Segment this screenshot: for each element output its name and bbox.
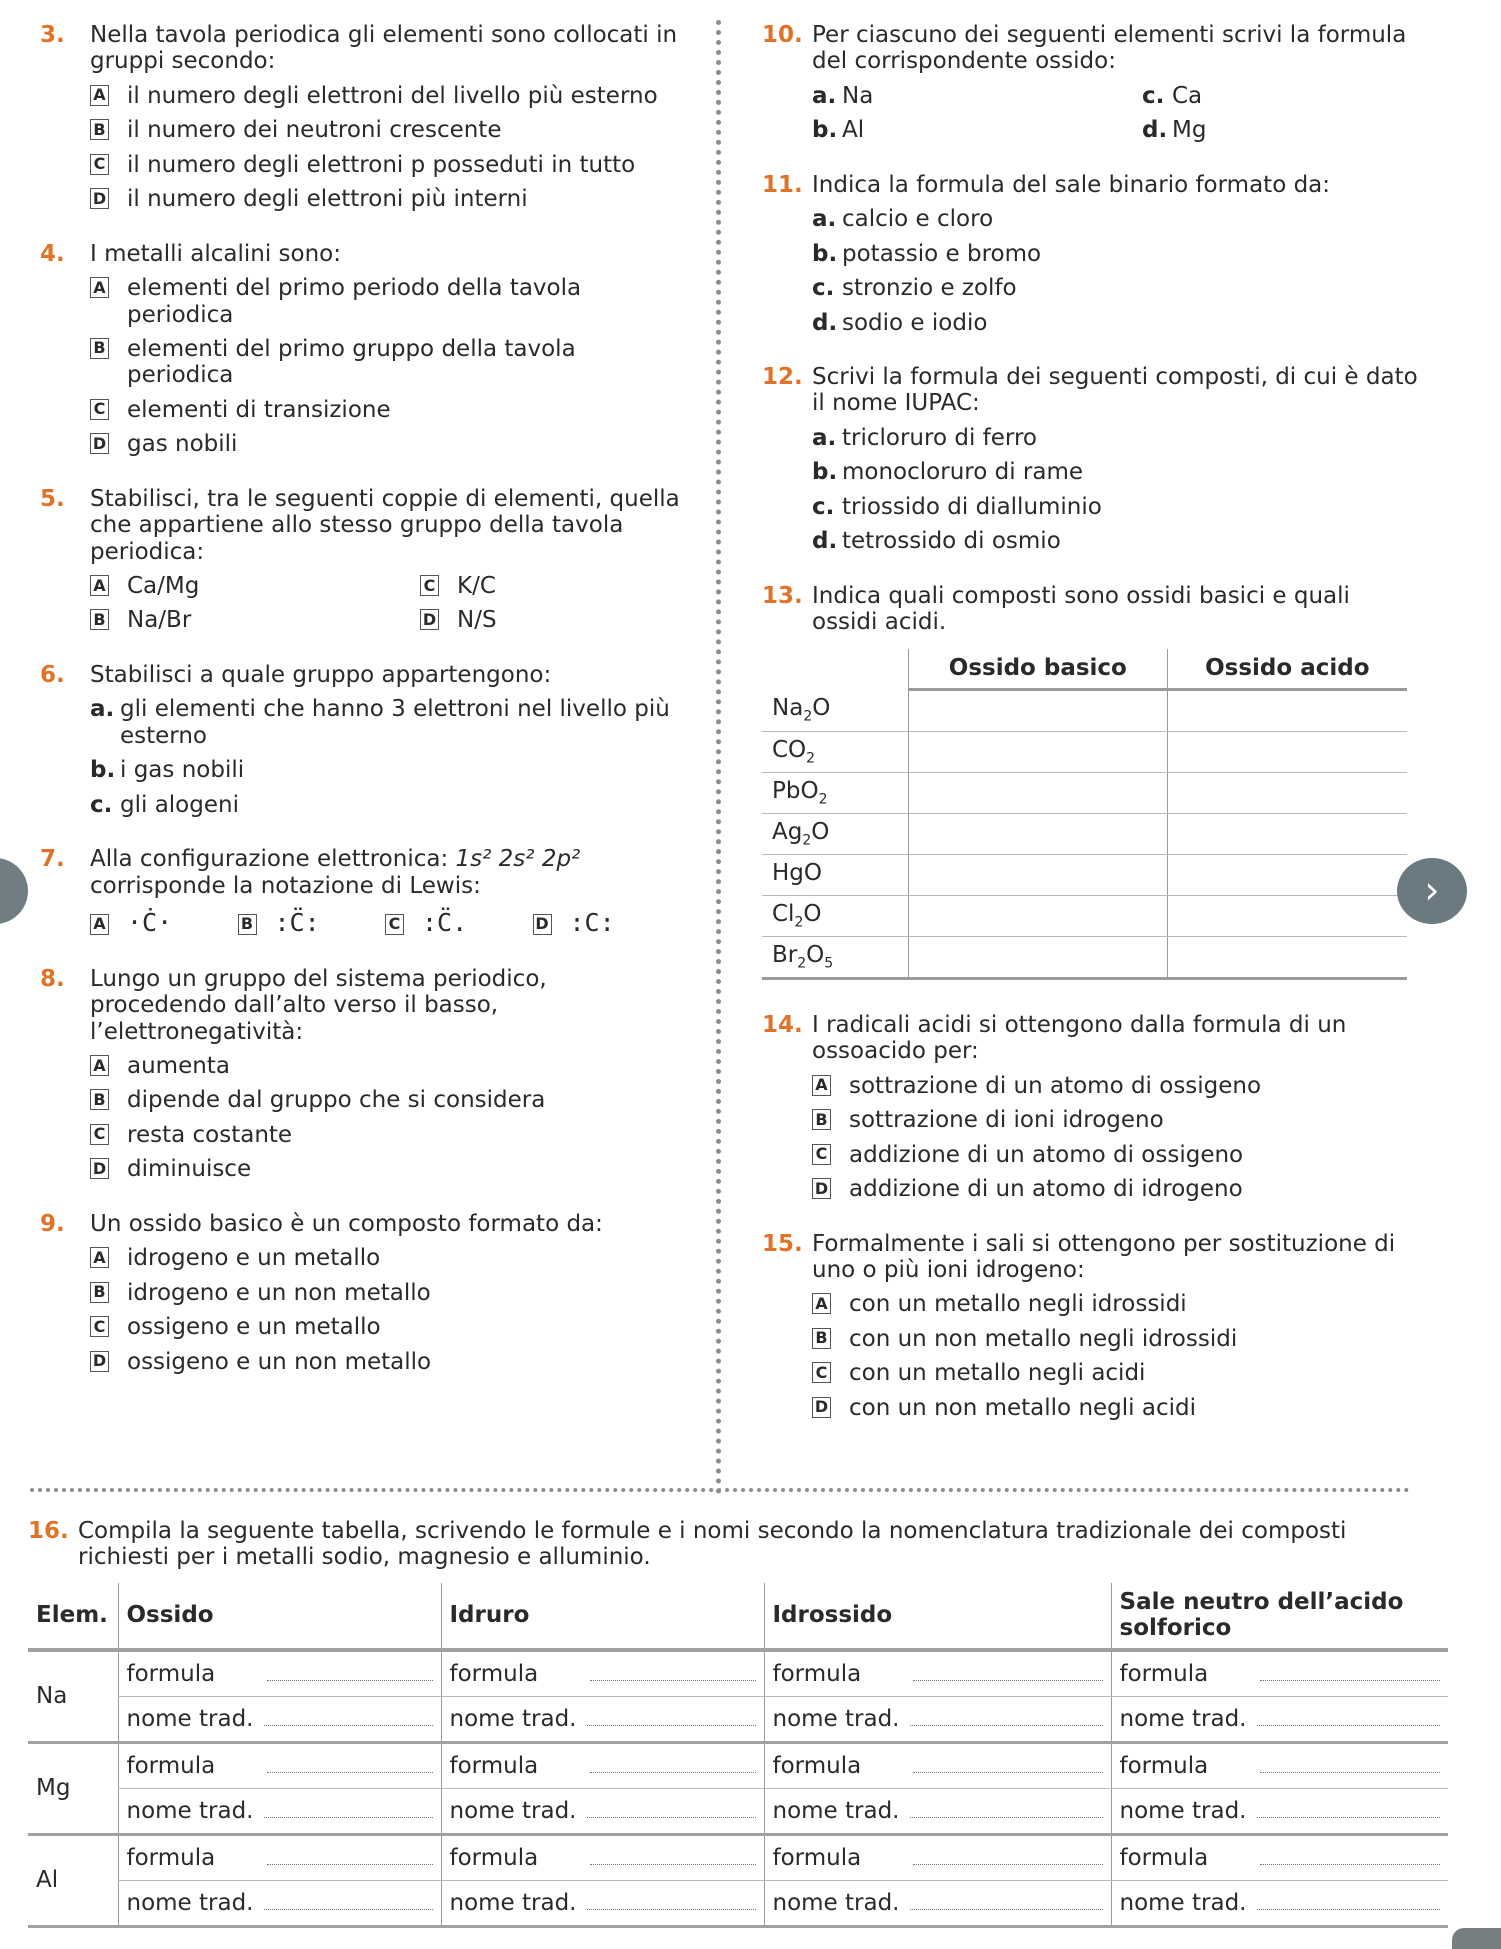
lewis-structure: :C: [569, 907, 615, 937]
chevron-right-icon: › [1424, 868, 1440, 913]
answer-line [1257, 1909, 1441, 1910]
answer-line [590, 1772, 756, 1773]
question-number: 6. [40, 661, 65, 688]
oxide-table [762, 649, 1407, 979]
table-row [28, 1788, 1448, 1834]
question-16 [28, 1518, 1438, 1928]
scrollbar-thumb[interactable] [1452, 1928, 1501, 1949]
element-symbol: Al [28, 1834, 118, 1926]
answer-line [913, 1772, 1103, 1773]
sub-item-a: a. calcio e cloro [812, 206, 994, 233]
answer-line [910, 1725, 1103, 1726]
formula-field[interactable]: formula [441, 1650, 764, 1697]
sub-item-d: d. tetrossido di osmio [812, 528, 1061, 555]
question-number: 5. [40, 485, 65, 512]
sub-item-d: d. sodio e iodio [812, 309, 988, 336]
formula-field[interactable]: formula [764, 1742, 1111, 1788]
question-number: 7. [40, 846, 65, 873]
question-number: 14. [762, 1011, 803, 1038]
question-text: Stabilisci a quale gruppo appartengono: [90, 661, 552, 688]
option-c[interactable]: C elementi di transizione [90, 397, 680, 423]
option-a[interactable]: A con un metallo negli idrossidi [812, 1291, 1422, 1317]
name-field[interactable]: nome trad. [1111, 1880, 1448, 1926]
option-a[interactable]: A elementi del primo periodo della tavola periodica [90, 275, 680, 328]
name-field[interactable]: nome trad. [118, 1880, 441, 1926]
sub-item-c: c. stronzio e zolfo [812, 275, 1017, 302]
question-11 [762, 172, 1422, 336]
question-12 [762, 364, 1422, 555]
answer-cell[interactable] [909, 895, 1168, 936]
column-header: Idrossido [764, 1583, 1111, 1650]
name-field[interactable]: nome trad. [441, 1880, 764, 1926]
element-symbol: Na [28, 1650, 118, 1743]
table-row [762, 813, 1407, 854]
table-row [762, 854, 1407, 895]
question-14 [762, 1012, 1422, 1203]
formula-field[interactable]: formula [1111, 1742, 1448, 1788]
sub-item-a: a. gli elementi che hanno 3 elettroni nel livello più esterno [90, 696, 670, 749]
answer-line [587, 1909, 756, 1910]
sub-item-c: c. Ca [1142, 82, 1203, 109]
answer-line [264, 1817, 433, 1818]
option-a[interactable]: A idrogeno e un metallo [90, 1245, 680, 1271]
answer-line [267, 1772, 433, 1773]
column-header: Ossido [118, 1583, 441, 1650]
sub-item-a: a. Na [812, 82, 874, 109]
name-field[interactable]: nome trad. [764, 1696, 1111, 1742]
column-divider [716, 20, 721, 1495]
question-number: 16. [28, 1518, 69, 1544]
formula-field[interactable]: formula [441, 1834, 764, 1880]
option-b[interactable]: B idrogeno e un non metallo [90, 1280, 680, 1306]
answer-cell[interactable] [909, 813, 1168, 854]
question-text: Alla configurazione elettronica: 1s² 2s² 2p² corrisponde la notazione di Lewis: [90, 846, 581, 899]
question-9 [40, 1211, 680, 1375]
answer-line [910, 1817, 1103, 1818]
sub-item-c: c. triossido di dialluminio [812, 493, 1102, 520]
formula-field[interactable]: formula [118, 1742, 441, 1788]
formula-field[interactable]: formula [118, 1834, 441, 1880]
question-7 [40, 846, 680, 938]
answer-line [1260, 1680, 1441, 1681]
answer-line [913, 1864, 1103, 1865]
option-d[interactable]: D con un non metallo negli acidi [812, 1395, 1422, 1421]
element-symbol: Mg [28, 1742, 118, 1834]
answer-cell[interactable] [909, 772, 1168, 813]
question-number: 12. [762, 363, 803, 390]
option-c[interactable]: C con un metallo negli acidi [812, 1360, 1422, 1386]
table-row [28, 1650, 1448, 1697]
table-row [762, 689, 1407, 731]
option-c[interactable]: C ossigeno e un metallo [90, 1314, 680, 1340]
option-a[interactable]: A ·Ċ· [90, 909, 238, 938]
formula-field[interactable]: formula [1111, 1650, 1448, 1697]
option-b[interactable]: B Na/Br [90, 607, 420, 633]
name-field[interactable]: nome trad. [441, 1788, 764, 1834]
column-header: Elem. [28, 1583, 118, 1650]
table-row [762, 731, 1407, 772]
answer-cell[interactable] [1167, 895, 1407, 936]
option-a[interactable]: A Ca/Mg [90, 573, 420, 599]
answer-cell[interactable] [1167, 772, 1407, 813]
column-header: Ossido basico [909, 649, 1168, 689]
option-a[interactable]: A sottrazione di un atomo di ossigeno [812, 1073, 1422, 1099]
question-text: Stabilisci, tra le seguenti coppie di elementi, quella che appartiene allo stesso gruppo della tavola periodica: [90, 485, 680, 565]
answer-line [910, 1909, 1103, 1910]
sub-item-c: c. gli alogeni [90, 791, 239, 818]
answer-line [264, 1725, 433, 1726]
question-15 [762, 1231, 1422, 1422]
option-a[interactable]: A aumenta [90, 1053, 680, 1079]
lewis-structure: :C̈: [274, 907, 320, 937]
question-6 [40, 662, 680, 818]
option-c[interactable]: C addizione di un atomo di ossigeno [812, 1142, 1422, 1168]
question-10 [762, 22, 1422, 144]
answer-line [590, 1864, 756, 1865]
question-number: 4. [40, 240, 65, 267]
compound-formula: $CO_2$ [762, 731, 909, 772]
question-text: Per ciascuno dei seguenti elementi scrivi la formula del corrispondente ossido: [812, 22, 1407, 75]
section-divider [30, 1488, 1410, 1492]
lewis-structure: ·Ċ· [127, 907, 173, 937]
option-b[interactable]: B il numero dei neutroni crescente [90, 117, 680, 143]
sub-item-d: d. Mg [1142, 117, 1207, 144]
option-d[interactable]: D gas nobili [90, 431, 680, 457]
table-row [28, 1696, 1448, 1742]
compounds-table [28, 1583, 1448, 1928]
question-number: 9. [40, 1210, 65, 1237]
question-text: Compila la seguente tabella, scrivendo le formule e i nomi secondo la nomenclatura tradizionale dei composti richiesti per i metalli sodio, magnesio e alluminio. [78, 1518, 1347, 1571]
answer-line [1260, 1772, 1441, 1773]
option-a[interactable]: A il numero degli elettroni del livello più esterno [90, 83, 680, 109]
compound-formula: $Na_2O$ [762, 689, 909, 731]
question-number: 3. [40, 22, 65, 48]
column-header: Ossido acido [1167, 649, 1407, 689]
sub-item-a: a. tricloruro di ferro [812, 424, 1037, 451]
compound-formula: $Cl_2O$ [762, 895, 909, 936]
option-d[interactable]: D il numero degli elettroni più interni [90, 186, 680, 212]
sub-item-b: b. Al [812, 117, 865, 144]
question-text: Formalmente i sali si ottengono per sostituzione di uno o più ioni idrogeno: [812, 1230, 1396, 1283]
name-field[interactable]: nome trad. [764, 1880, 1111, 1926]
sub-item-b: b. monocloruro di rame [812, 459, 1084, 486]
formula-field[interactable]: formula [1111, 1834, 1448, 1880]
answer-cell[interactable] [1167, 854, 1407, 895]
column-header: Sale neutro dell’acido solforico [1111, 1583, 1448, 1650]
option-c[interactable]: C K/C [420, 573, 720, 599]
next-page-button[interactable] [1397, 858, 1467, 924]
option-d[interactable]: D ossigeno e un non metallo [90, 1349, 680, 1375]
question-text: I metalli alcalini sono: [90, 240, 341, 267]
option-b[interactable]: B elementi del primo gruppo della tavola periodica [90, 336, 680, 389]
table-row [28, 1880, 1448, 1926]
answer-cell[interactable] [1167, 731, 1407, 772]
answer-line [267, 1680, 433, 1681]
name-field[interactable]: nome trad. [118, 1696, 441, 1742]
option-c[interactable]: C il numero degli elettroni p posseduti in tutto [90, 152, 680, 178]
answer-cell[interactable] [1167, 689, 1407, 731]
answer-cell[interactable] [909, 854, 1168, 895]
option-b[interactable]: B con un non metallo negli idrossidi [812, 1326, 1422, 1352]
question-text: Scrivi la formula dei seguenti composti, di cui è dato il nome IUPAC: [812, 363, 1418, 417]
question-text: Indica quali composti sono ossidi basici e quali ossidi acidi. [812, 582, 1350, 635]
option-b[interactable]: B sottrazione di ioni idrogeno [812, 1107, 1422, 1133]
question-text: I radicali acidi si ottengono dalla formula di un ossoacido per: [812, 1011, 1347, 1065]
formula-field[interactable]: formula [764, 1834, 1111, 1880]
question-number: 11. [762, 171, 803, 198]
option-d[interactable]: D N/S [420, 607, 720, 633]
table-row [762, 936, 1407, 978]
answer-cell[interactable] [1167, 813, 1407, 854]
option-d[interactable]: D diminuisce [90, 1156, 680, 1182]
answer-line [587, 1725, 756, 1726]
answer-cell[interactable] [909, 936, 1168, 978]
electron-configuration: 1s² 2s² 2p² [455, 846, 581, 873]
answer-line [1257, 1817, 1441, 1818]
name-field[interactable]: nome trad. [764, 1788, 1111, 1834]
formula-field[interactable]: formula [441, 1742, 764, 1788]
question-3 [40, 22, 680, 213]
question-number: 8. [40, 965, 65, 992]
lewis-structure: :C̈. [422, 907, 468, 937]
question-text: Nella tavola periodica gli elementi sono collocati in gruppi secondo: [90, 22, 678, 75]
name-field[interactable]: nome trad. [441, 1696, 764, 1742]
name-field[interactable]: nome trad. [118, 1788, 441, 1834]
formula-field[interactable]: formula [764, 1650, 1111, 1697]
question-text: Un ossido basico è un composto formato da: [90, 1210, 603, 1237]
table-row [28, 1834, 1448, 1880]
answer-cell[interactable] [1167, 936, 1407, 978]
left-column [40, 22, 680, 1403]
compound-formula: $Ag_2O$ [762, 813, 909, 854]
previous-page-button[interactable] [0, 858, 28, 924]
option-c[interactable]: C :C̈. [385, 909, 533, 938]
sub-item-b: b. potassio e bromo [812, 240, 1042, 267]
name-field[interactable]: nome trad. [1111, 1696, 1448, 1742]
option-d[interactable]: D addizione di un atomo di idrogeno [812, 1176, 1422, 1202]
question-text: Lungo un gruppo del sistema periodico, procedendo dall’alto verso il basso, l’elettronegatività: [90, 965, 547, 1045]
right-column [762, 22, 1422, 1449]
option-b[interactable]: B dipende dal gruppo che si considera [90, 1087, 680, 1113]
table-row [28, 1742, 1448, 1788]
answer-line [913, 1680, 1103, 1681]
answer-line [590, 1680, 756, 1681]
question-number: 13. [762, 582, 803, 609]
question-8 [40, 966, 680, 1183]
question-number: 10. [762, 22, 803, 48]
formula-field[interactable]: formula [118, 1650, 441, 1697]
table-row [762, 772, 1407, 813]
question-number: 15. [762, 1230, 803, 1257]
question-text: Indica la formula del sale binario formato da: [812, 171, 1331, 198]
column-header: Idruro [441, 1583, 764, 1650]
answer-line [1257, 1725, 1441, 1726]
compound-formula: PbO$_2$ [762, 772, 909, 813]
name-field[interactable]: nome trad. [1111, 1788, 1448, 1834]
answer-cell[interactable] [909, 689, 1168, 731]
option-c[interactable]: C resta costante [90, 1122, 680, 1148]
answer-line [267, 1864, 433, 1865]
option-b[interactable]: B :C̈: [238, 909, 386, 938]
answer-line [1260, 1864, 1441, 1865]
question-4 [40, 241, 680, 458]
answer-line [264, 1909, 433, 1910]
answer-line [587, 1817, 756, 1818]
compound-formula: HgO [762, 854, 909, 895]
sub-item-b: b. i gas nobili [90, 757, 245, 784]
compound-formula: $Br_2O_5$ [762, 936, 909, 978]
question-13 [762, 583, 1422, 980]
table-row [762, 895, 1407, 936]
question-5 [40, 486, 680, 634]
option-d[interactable]: D :C: [533, 909, 681, 938]
answer-cell[interactable] [909, 731, 1168, 772]
